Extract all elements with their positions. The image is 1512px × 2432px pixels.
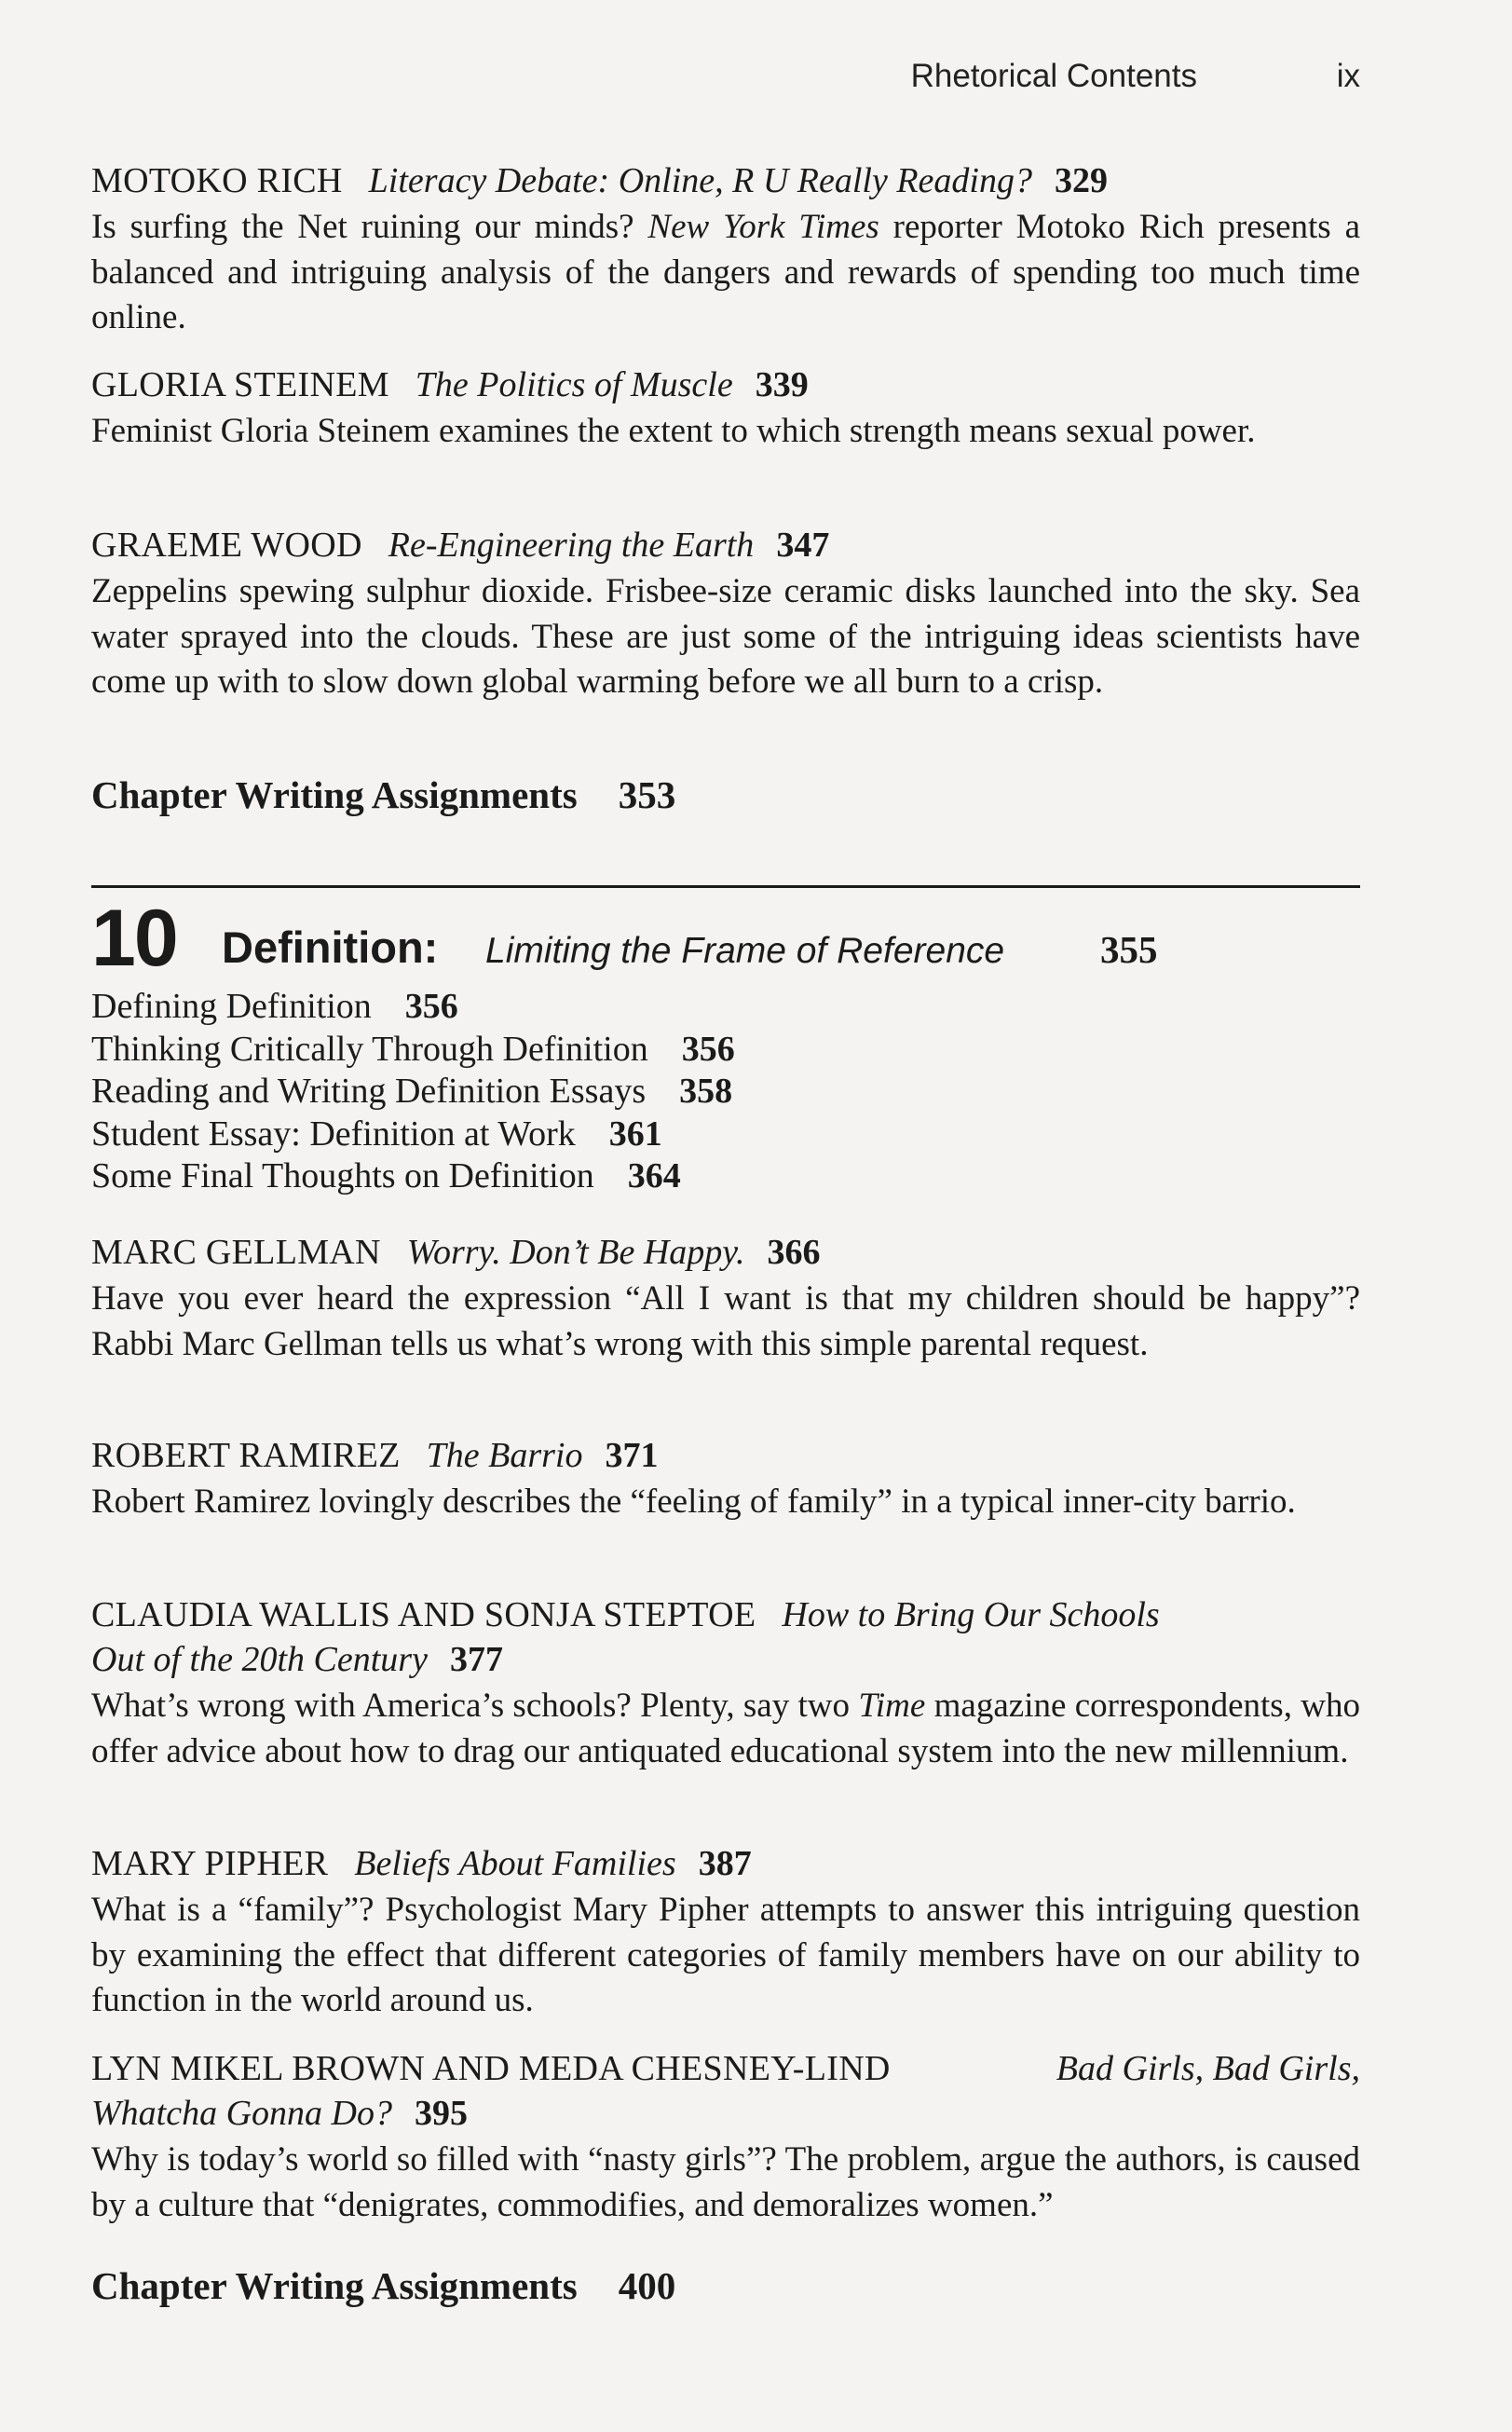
entry-title: Worry. Don’t Be Happy. — [406, 1233, 745, 1272]
entry-author: MARC GELLMAN — [91, 1233, 381, 1272]
toc-label: Defining Definition — [91, 987, 372, 1026]
chapter-divider — [91, 885, 1360, 888]
entry-heading — [91, 1592, 1360, 1637]
toc-page: 356 — [404, 987, 458, 1026]
entry-title: Beliefs About Families — [354, 1844, 676, 1883]
entry-description: Have you ever heard the expression “All I want is that my children should be happy”? Rabbi Marc Gellman tells us what’s wrong with this simple parental request. — [91, 1279, 1360, 1363]
entry-author: GLORIA STEINEM — [91, 365, 389, 404]
toc-page: 358 — [679, 1072, 733, 1111]
entry-author: CLAUDIA WALLIS AND SONJA STEPTOE — [91, 1595, 756, 1634]
assignments-label: Chapter Writing Assignments — [91, 773, 578, 816]
toc-item — [91, 1155, 1360, 1198]
chapter-number: 10 — [91, 894, 177, 983]
entry-description-text: What’s wrong with America’s schools? Plenty, say two — [91, 1687, 859, 1725]
entry-heading — [91, 1230, 1360, 1275]
chapter-heading — [91, 894, 1360, 983]
chapter-page: 355 — [1100, 928, 1158, 971]
entry-heading — [91, 523, 1360, 567]
entry-heading — [91, 362, 1360, 407]
toc-page: 361 — [608, 1114, 662, 1154]
toc-page: 364 — [627, 1156, 681, 1196]
entry-description-text: magazine correspondents, who offer advice about how to drag our antiquated educational system into the new millennium. — [91, 1687, 1360, 1770]
entry-graeme-wood — [91, 523, 1360, 705]
chapter-subtitle: Limiting the Frame of Reference — [485, 931, 1005, 971]
toc-label: Student Essay: Definition at Work — [91, 1114, 576, 1154]
entry-page: 339 — [755, 365, 809, 404]
entry-brown-chesney-lind — [91, 2046, 1360, 2228]
assignments-page: 353 — [618, 773, 676, 816]
entry-marc-gellman — [91, 1230, 1360, 1367]
entry-page: 387 — [698, 1844, 752, 1883]
running-head-title: Rhetorical Contents — [910, 58, 1197, 94]
entry-author: ROBERT RAMIREZ — [91, 1436, 401, 1475]
toc-item — [91, 1071, 1360, 1114]
entry-author: LYN MIKEL BROWN AND MEDA CHESNEY-LIND — [91, 2049, 891, 2088]
toc-label: Reading and Writing Definition Essays — [91, 1072, 647, 1111]
toc-item — [91, 1114, 1360, 1156]
entry-heading-continued — [91, 1637, 1360, 1682]
assignments-page: 400 — [618, 2264, 676, 2307]
assignments-label: Chapter Writing Assignments — [91, 2264, 578, 2307]
entry-title-continued: Out of the 20th Century — [91, 1640, 428, 1679]
entry-wallis-steptoe — [91, 1592, 1360, 1774]
entry-gloria-steinem — [91, 362, 1360, 455]
entry-description-italic: New York Times — [647, 208, 879, 246]
entry-heading — [91, 2046, 1360, 2091]
entry-description: Zeppelins spewing sulphur dioxide. Frisbee-size ceramic disks launched into the sky. Sea water sprayed into the clouds. These are just some of the intriguing ideas scientists have come up with to slow down global warming before we all burn to a crisp. — [91, 572, 1360, 701]
toc-item — [91, 986, 1360, 1029]
entry-title: Re-Engineering the Earth — [388, 526, 755, 565]
toc-label: Some Final Thoughts on Definition — [91, 1156, 594, 1196]
entry-heading — [91, 1433, 1360, 1478]
entry-page: 347 — [776, 526, 830, 565]
entry-author: MOTOKO RICH — [91, 161, 343, 200]
entry-page: 395 — [414, 2094, 468, 2133]
entry-description — [91, 205, 1360, 341]
entry-motoko-rich — [91, 158, 1360, 341]
toc-page: 356 — [681, 1029, 735, 1069]
entry-title: The Politics of Muscle — [415, 365, 733, 404]
entry-page: 377 — [449, 1640, 503, 1679]
chapter-writing-assignments — [91, 772, 675, 818]
entry-description: Robert Ramirez lovingly describes the “feeling of family” in a typical inner-city barrio. — [91, 1482, 1296, 1521]
chapter-toc — [91, 986, 1360, 1198]
entry-page: 329 — [1054, 161, 1108, 200]
running-head — [91, 58, 1360, 104]
entry-heading-continued — [91, 2091, 1360, 2136]
entry-author: GRAEME WOOD — [91, 526, 362, 565]
entry-description: Feminist Gloria Steinem examines the extent to which strength means sexual power. — [91, 412, 1256, 450]
entry-author: MARY PIPHER — [91, 1844, 329, 1883]
entry-title-continued: Whatcha Gonna Do? — [91, 2094, 392, 2133]
toc-label: Thinking Critically Through Definition — [91, 1029, 648, 1069]
chapter-title: Definition: — [222, 922, 439, 972]
entry-robert-ramirez — [91, 1433, 1360, 1525]
entry-mary-pipher — [91, 1841, 1360, 2024]
entry-description — [91, 1684, 1360, 1774]
entry-title: How to Bring Our Schools — [782, 1595, 1160, 1634]
page-number: ix — [1336, 58, 1360, 94]
entry-heading — [91, 1841, 1360, 1886]
entry-description: Why is today’s world so filled with “nasty girls”? The problem, argue the authors, is caused by a culture that “denigrates, commodifies, and demoralizes women.” — [91, 2140, 1360, 2224]
entry-title: The Barrio — [426, 1436, 583, 1475]
entry-page: 371 — [605, 1436, 659, 1475]
entry-title: Literacy Debate: Online, R U Really Reading? — [368, 161, 1032, 200]
entry-description-text: Is surfing the Net ruining our minds? — [91, 208, 648, 246]
chapter-writing-assignments — [91, 2262, 675, 2309]
entry-title: Bad Girls, Bad Girls, — [1056, 2049, 1360, 2088]
entry-description: What is a “family”? Psychologist Mary Pipher attempts to answer this intriguing question by examining the effect that different categories of family members have on our ability to function in the world around us. — [91, 1891, 1360, 2019]
entry-page: 366 — [767, 1233, 821, 1272]
entry-heading — [91, 158, 1360, 203]
entry-description-text: reporter Motoko Rich presents a balanced and intriguing analysis of the dangers and rewards of spending too much time online. — [91, 208, 1360, 336]
toc-item — [91, 1029, 1360, 1072]
entry-description-italic: Time — [858, 1687, 926, 1725]
